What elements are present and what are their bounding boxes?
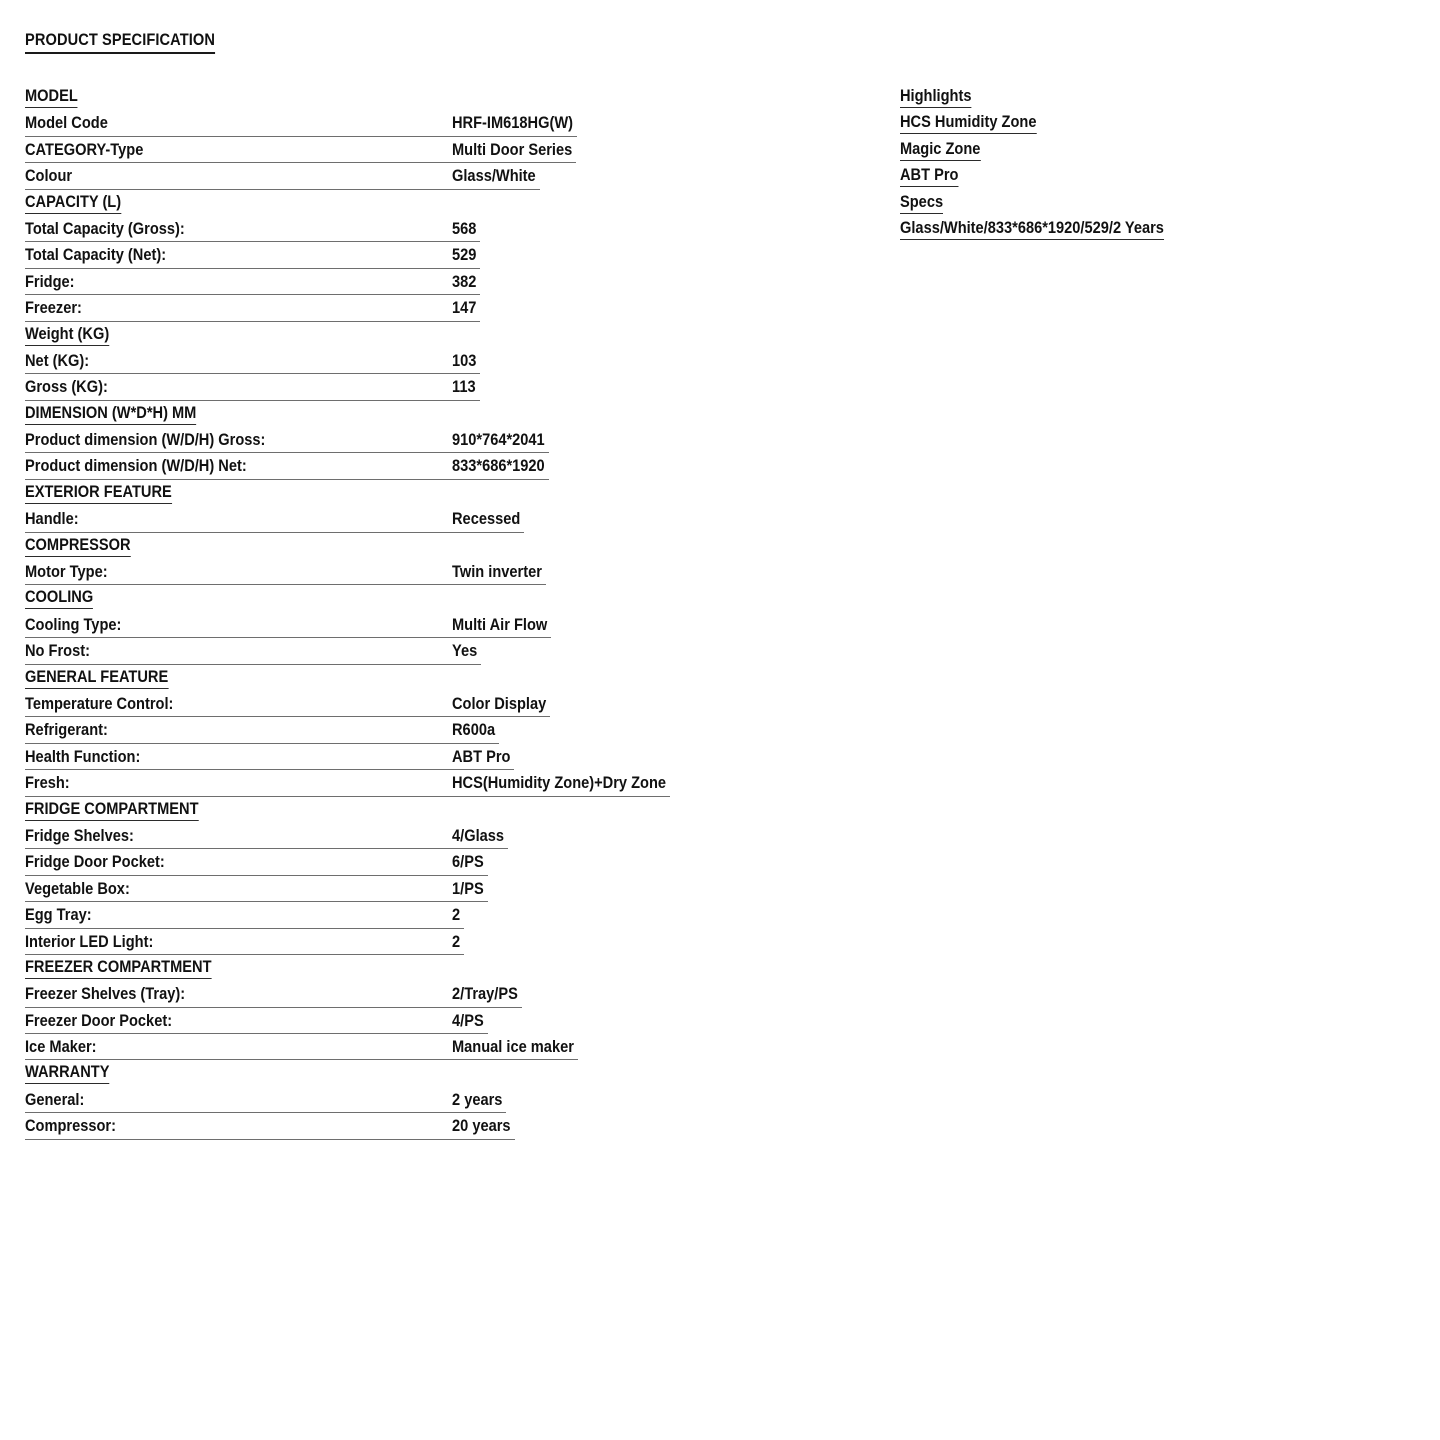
spec-row-label: Model Code bbox=[25, 113, 108, 133]
spec-row bbox=[25, 929, 815, 955]
spec-row-value: 1/PS bbox=[452, 878, 484, 898]
spec-row bbox=[25, 506, 815, 532]
spec-section-label: WARRANTY bbox=[25, 1060, 109, 1084]
highlight-label: Magic Zone bbox=[900, 137, 980, 161]
spec-section-label: MODEL bbox=[25, 84, 78, 108]
spec-row bbox=[25, 1113, 815, 1139]
spec-section-header bbox=[25, 84, 815, 110]
highlight-label: ABT Pro bbox=[900, 163, 958, 187]
spec-section-header bbox=[25, 585, 815, 611]
spec-row-value: 4/PS bbox=[452, 1010, 484, 1030]
spec-row-label: Temperature Control: bbox=[25, 693, 174, 713]
spec-row-value: Multi Air Flow bbox=[452, 614, 548, 634]
spec-row bbox=[25, 163, 815, 189]
page-title bbox=[25, 30, 215, 54]
spec-row bbox=[25, 1087, 815, 1113]
highlight-label: Glass/White/833*686*1920/529/2 Years bbox=[900, 216, 1164, 240]
spec-row-label: Egg Tray: bbox=[25, 905, 92, 925]
spec-row-label: Fresh: bbox=[25, 773, 70, 793]
spec-row-value: 103 bbox=[452, 350, 477, 370]
spec-row-label: Colour bbox=[25, 166, 73, 186]
highlight-row bbox=[900, 137, 1370, 163]
spec-row-label: Fridge Shelves: bbox=[25, 825, 134, 845]
highlight-row bbox=[900, 190, 1370, 216]
highlight-row bbox=[900, 84, 1370, 110]
spec-section-header bbox=[25, 665, 815, 691]
spec-row-value: R600a bbox=[452, 720, 496, 740]
spec-row-label: No Frost: bbox=[25, 641, 90, 661]
spec-row bbox=[25, 691, 815, 717]
spec-row bbox=[25, 770, 815, 796]
spec-row bbox=[25, 876, 815, 902]
spec-row-label: CATEGORY-Type bbox=[25, 139, 144, 159]
spec-section-header bbox=[25, 1060, 815, 1086]
spec-row-label: Freezer Door Pocket: bbox=[25, 1010, 173, 1030]
spec-row bbox=[25, 559, 815, 585]
spec-row bbox=[25, 216, 815, 242]
spec-row-label: Compressor: bbox=[25, 1116, 116, 1136]
spec-section-header bbox=[25, 955, 815, 981]
spec-row bbox=[25, 427, 815, 453]
spec-row bbox=[25, 849, 815, 875]
spec-row bbox=[25, 295, 815, 321]
spec-row bbox=[25, 242, 815, 268]
spec-row-value: Multi Door Series bbox=[452, 139, 573, 159]
spec-row-value: 147 bbox=[452, 298, 477, 318]
spec-row bbox=[25, 823, 815, 849]
spec-section-header bbox=[25, 190, 815, 216]
highlight-row bbox=[900, 110, 1370, 136]
spec-row bbox=[25, 981, 815, 1007]
spec-row-value: 113 bbox=[452, 377, 476, 397]
spec-row bbox=[25, 1008, 815, 1034]
spec-row-value: 4/Glass bbox=[452, 825, 505, 845]
spec-row-label: Total Capacity (Net): bbox=[25, 245, 167, 265]
spec-row-label: Health Function: bbox=[25, 746, 141, 766]
highlight-label: Specs bbox=[900, 190, 943, 214]
spec-row-label: Fridge: bbox=[25, 271, 75, 291]
spec-row-value: Manual ice maker bbox=[452, 1037, 574, 1057]
spec-row bbox=[25, 374, 815, 400]
page-title-text: PRODUCT SPECIFICATION bbox=[25, 30, 215, 54]
spec-section-label: FREEZER COMPARTMENT bbox=[25, 955, 212, 979]
spec-row-label: Gross (KG): bbox=[25, 377, 108, 397]
spec-row-value: Yes bbox=[452, 641, 478, 661]
spec-row bbox=[25, 453, 815, 479]
spec-row-value: Color Display bbox=[452, 693, 547, 713]
spec-row-value: HCS(Humidity Zone)+Dry Zone bbox=[452, 773, 667, 793]
spec-row-value: 6/PS bbox=[452, 852, 484, 872]
spec-row-label: Vegetable Box: bbox=[25, 878, 130, 898]
spec-row-value: 568 bbox=[452, 218, 477, 238]
spec-row-label: Product dimension (W/D/H) Net: bbox=[25, 456, 247, 476]
spec-row-value: Glass/White bbox=[452, 166, 536, 186]
spec-row-value: 2/Tray/PS bbox=[452, 984, 518, 1004]
spec-row-label: Refrigerant: bbox=[25, 720, 108, 740]
spec-section-label: CAPACITY (L) bbox=[25, 190, 121, 214]
spec-row bbox=[25, 744, 815, 770]
spec-section-label: GENERAL FEATURE bbox=[25, 665, 168, 689]
spec-row-value: HRF-IM618HG(W) bbox=[452, 113, 574, 133]
highlight-row bbox=[900, 163, 1370, 189]
spec-row-label: Motor Type: bbox=[25, 562, 108, 582]
spec-row-value: Twin inverter bbox=[452, 562, 542, 582]
spec-section-header bbox=[25, 533, 815, 559]
spec-row-label: Total Capacity (Gross): bbox=[25, 218, 185, 238]
spec-row-label: Handle: bbox=[25, 509, 79, 529]
spec-row-label: Freezer Shelves (Tray): bbox=[25, 984, 186, 1004]
spec-row-label: Freezer: bbox=[25, 298, 82, 318]
rule-trim bbox=[515, 1139, 815, 1141]
highlight-label: HCS Humidity Zone bbox=[900, 110, 1036, 134]
spec-row-value: 2 bbox=[452, 931, 461, 951]
spec-row-value: 2 years bbox=[452, 1089, 503, 1109]
spec-row-label: Cooling Type: bbox=[25, 614, 122, 634]
spec-row-value: Recessed bbox=[452, 509, 521, 529]
spec-section-header bbox=[25, 480, 815, 506]
spec-row bbox=[25, 612, 815, 638]
spec-section-label: COOLING bbox=[25, 585, 93, 609]
spec-row-label: Net (KG): bbox=[25, 350, 90, 370]
spec-row bbox=[25, 1034, 815, 1060]
spec-row-value: ABT Pro bbox=[452, 746, 511, 766]
spec-row-value: 20 years bbox=[452, 1116, 511, 1136]
spec-section-label: DIMENSION (W*D*H) MM bbox=[25, 401, 196, 425]
spec-row-label: General: bbox=[25, 1089, 85, 1109]
spec-section-label: COMPRESSOR bbox=[25, 533, 131, 557]
highlights-list bbox=[900, 84, 1370, 242]
spec-row-value: 529 bbox=[452, 245, 477, 265]
spec-row-label: Product dimension (W/D/H) Gross: bbox=[25, 430, 266, 450]
spec-section-header bbox=[25, 797, 815, 823]
spec-row-value: 382 bbox=[452, 271, 477, 291]
spec-section-header bbox=[25, 322, 815, 348]
spec-row-value: 2 bbox=[452, 905, 461, 925]
spec-row bbox=[25, 638, 815, 664]
spec-row-label: Interior LED Light: bbox=[25, 931, 154, 951]
spec-section-label: Weight (KG) bbox=[25, 322, 109, 346]
spec-row-label: Fridge Door Pocket: bbox=[25, 852, 165, 872]
spec-row-value: 833*686*1920 bbox=[452, 456, 545, 476]
spec-row bbox=[25, 137, 815, 163]
spec-row-label: Ice Maker: bbox=[25, 1037, 97, 1057]
specification-table bbox=[25, 84, 815, 1140]
spec-row-value: 910*764*2041 bbox=[452, 430, 545, 450]
spec-row bbox=[25, 348, 815, 374]
spec-section-header bbox=[25, 401, 815, 427]
spec-row bbox=[25, 902, 815, 928]
spec-section-label: EXTERIOR FEATURE bbox=[25, 480, 172, 504]
spec-row bbox=[25, 110, 815, 136]
highlight-row bbox=[900, 216, 1370, 242]
spec-row bbox=[25, 269, 815, 295]
spec-section-label: FRIDGE COMPARTMENT bbox=[25, 797, 199, 821]
highlight-label: Highlights bbox=[900, 84, 971, 108]
spec-row bbox=[25, 717, 815, 743]
